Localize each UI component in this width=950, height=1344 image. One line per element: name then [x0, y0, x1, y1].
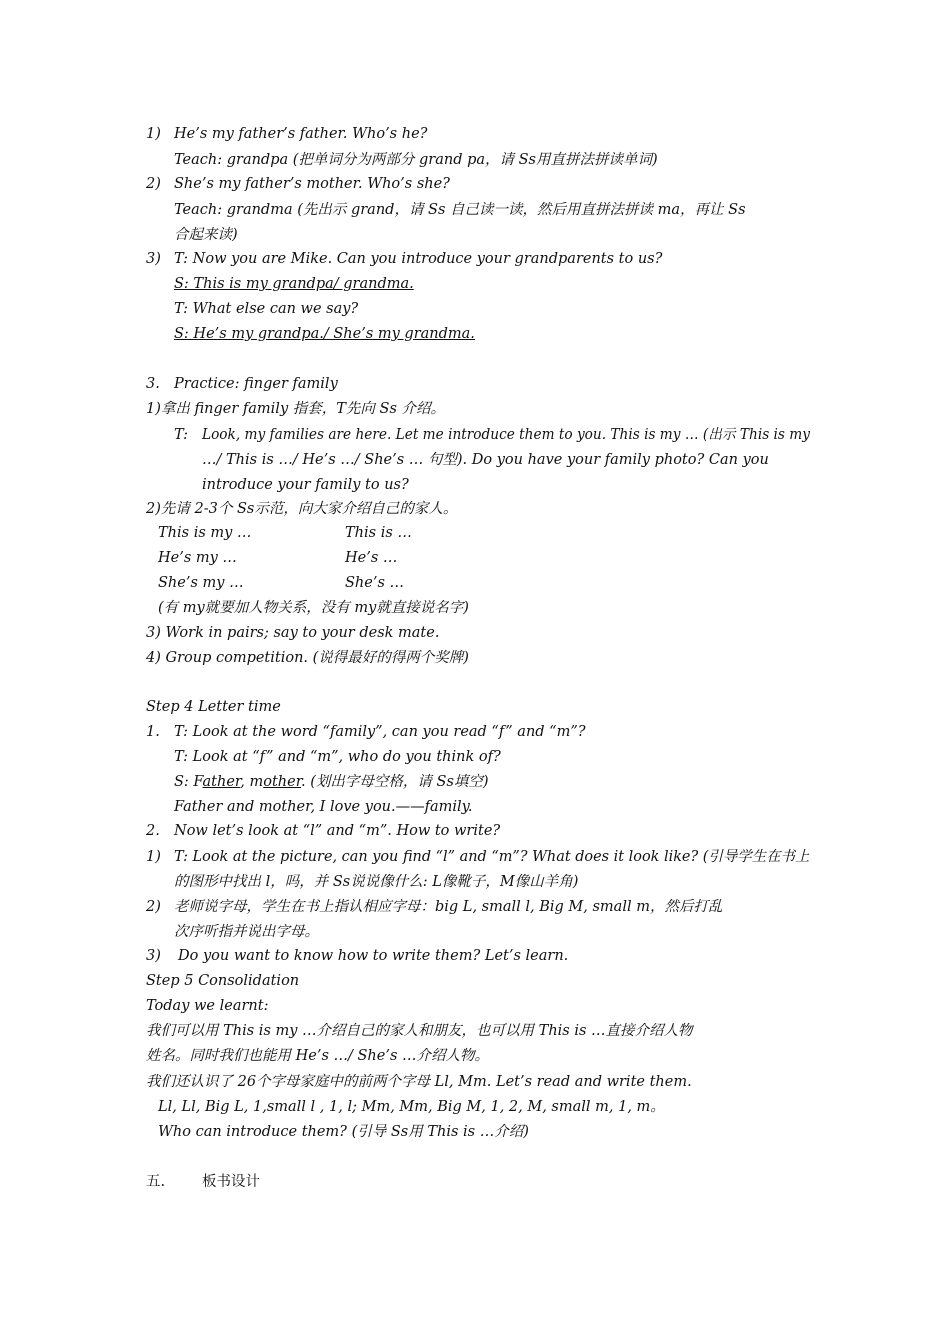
dialog-line: S: He’s my grandpa./ She’s my grandma.	[174, 326, 475, 342]
item-number: 2)	[146, 176, 161, 192]
dialog-line: T: Now you are Mike. Can you introduce your grandparents to us?	[174, 251, 663, 267]
pattern-left: This is my …	[158, 525, 252, 541]
section-heading: Practice: finger family	[174, 376, 338, 392]
item-number: 1)	[146, 126, 161, 142]
item-number: 2)	[146, 899, 161, 915]
summary-line: 我们还认识了 26个字母家庭中的前两个字母 Ll, Mm. Let’s read and write them.	[146, 1074, 692, 1090]
practice-line: 1)拿出 finger family 指套，T先向 Ss 介绍。	[146, 401, 446, 417]
dialog-line: T: What else can we say?	[174, 301, 359, 317]
pattern-left: He’s my …	[158, 550, 237, 566]
item-number: 1.	[146, 724, 160, 740]
teach-line: Teach: grandpa (把单词分为两部分 grand pa，请 Ss用直拼法拼读单词)	[174, 152, 658, 168]
summary-line: Who can introduce them? (引导 Ss用 This is …介绍)	[158, 1124, 529, 1140]
practice-line: …/ This is …/ He’s …/ She’s … 句型). Do you have your family photo? Can you	[202, 452, 769, 468]
step-heading: Step 5 Consolidation	[146, 973, 300, 989]
summary-line: 姓名。同时我们也能用 He’s …/ She’s …介绍人物。	[146, 1048, 490, 1064]
item-number: 1)	[146, 849, 161, 865]
section-number: 3.	[146, 376, 160, 392]
pattern-left: She’s my …	[158, 575, 244, 591]
practice-line: 4) Group competition. (说得最好的得两个奖牌)	[146, 650, 469, 666]
step-line: T: Look at the picture, can you find “l” and “m”? What does it look like? (引导学生在书上	[174, 849, 810, 865]
dialog-line: Now let’s look at “l” and “m”. How to write?	[174, 823, 501, 839]
section-number: 五.	[146, 1174, 166, 1190]
section-heading: 板书设计	[202, 1174, 260, 1190]
step-line: Do you want to know how to write them? Let’s learn.	[178, 948, 569, 964]
teach-line: 合起来读)	[174, 227, 238, 243]
practice-line: Look, my families are here. Let me introduce them to you. This is my … (出示 This is my	[202, 427, 810, 443]
dialog-line: S: Father, mother. (划出字母空格，请 Ss填空)	[174, 774, 489, 790]
pattern-right: She’s …	[345, 575, 405, 591]
step-heading: Step 4 Letter time	[146, 699, 281, 715]
practice-line: 3) Work in pairs; say to your desk mate.	[146, 625, 440, 641]
summary-line: 我们可以用 This is my …介绍自己的家人和朋友，也可以用 This is …直接介绍人物	[146, 1023, 693, 1039]
speaker-label: T:	[174, 427, 189, 443]
dialog-line: S: This is my grandpa/ grandma.	[174, 276, 414, 292]
teach-line: Teach: grandma (先出示 grand，请 Ss 自己读一读，然后用直拼法拼读 ma，再让 Ss	[174, 202, 746, 218]
dialog-line: T: Look at the word “family”, can you read “f” and “m”?	[174, 724, 586, 740]
pattern-right: He’s …	[345, 550, 398, 566]
item-number: 3)	[146, 251, 161, 267]
summary-line: Ll, Ll, Big L, 1,small l , 1, l; Mm, Mm, Big M, 1, 2, M, small m, 1, m。	[158, 1099, 665, 1115]
question-line: She’s my father’s mother. Who’s she?	[174, 176, 450, 192]
question-line: He’s my father’s father. Who’s he?	[174, 126, 428, 142]
step-line: 老师说字母，学生在书上指认相应字母：big L, small l, Big M, small m，然后打乱	[174, 899, 723, 915]
pattern-right: This is …	[345, 525, 412, 541]
step-line: 的图形中找出 l，吗，并 Ss说说像什么: L像靴子，M像山羊角)	[174, 874, 579, 890]
item-number: 3)	[146, 948, 161, 964]
item-number: 2.	[146, 823, 160, 839]
dialog-line: Father and mother, I love you.——family.	[174, 799, 473, 815]
summary-line: Today we learnt:	[146, 998, 269, 1014]
practice-line: introduce your family to us?	[202, 477, 409, 493]
step-line: 次序听指并说出字母。	[174, 924, 319, 940]
dialog-line: T: Look at “f” and “m”, who do you think of?	[174, 749, 501, 765]
practice-note: (有 my就要加人物关系，没有 my就直接说名字)	[158, 600, 469, 616]
practice-line: 2)先请 2-3个 Ss示范，向大家介绍自己的家人。	[146, 501, 458, 517]
